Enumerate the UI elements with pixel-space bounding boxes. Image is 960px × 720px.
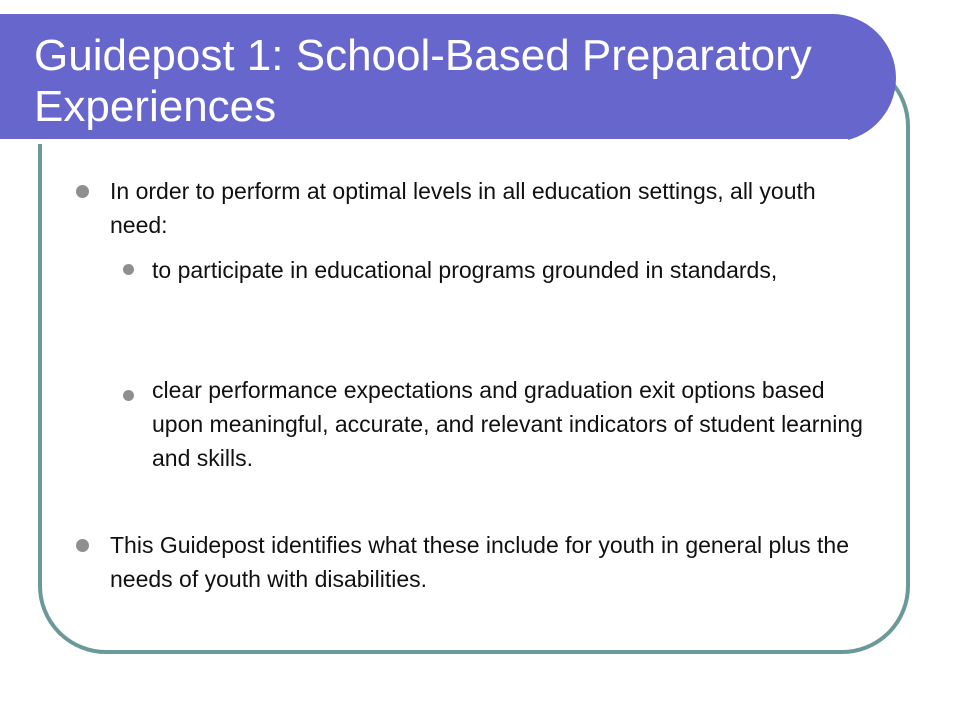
sub-bullet-dot-icon: [123, 264, 134, 275]
bullet-dot-icon: [76, 185, 89, 198]
slide-title: Guidepost 1: School-Based Preparatory Experiences: [34, 31, 812, 131]
bullet-text: In order to perform at optimal levels in all education settings, all youth need:: [110, 178, 816, 238]
bullet-text: This Guidepost identifies what these include for youth in general plus the needs of youth with disabilities.: [110, 532, 849, 592]
sub-bullet-text: clear performance expectations and graduation exit options based upon meaningful, accurate, and relevant indicators of student learning and skills.: [152, 377, 863, 471]
bullet-dot-icon: [76, 539, 89, 552]
sub-bullet-dot-icon: [123, 390, 134, 401]
sub-bullet-text: to participate in educational programs grounded in standards,: [152, 257, 778, 283]
